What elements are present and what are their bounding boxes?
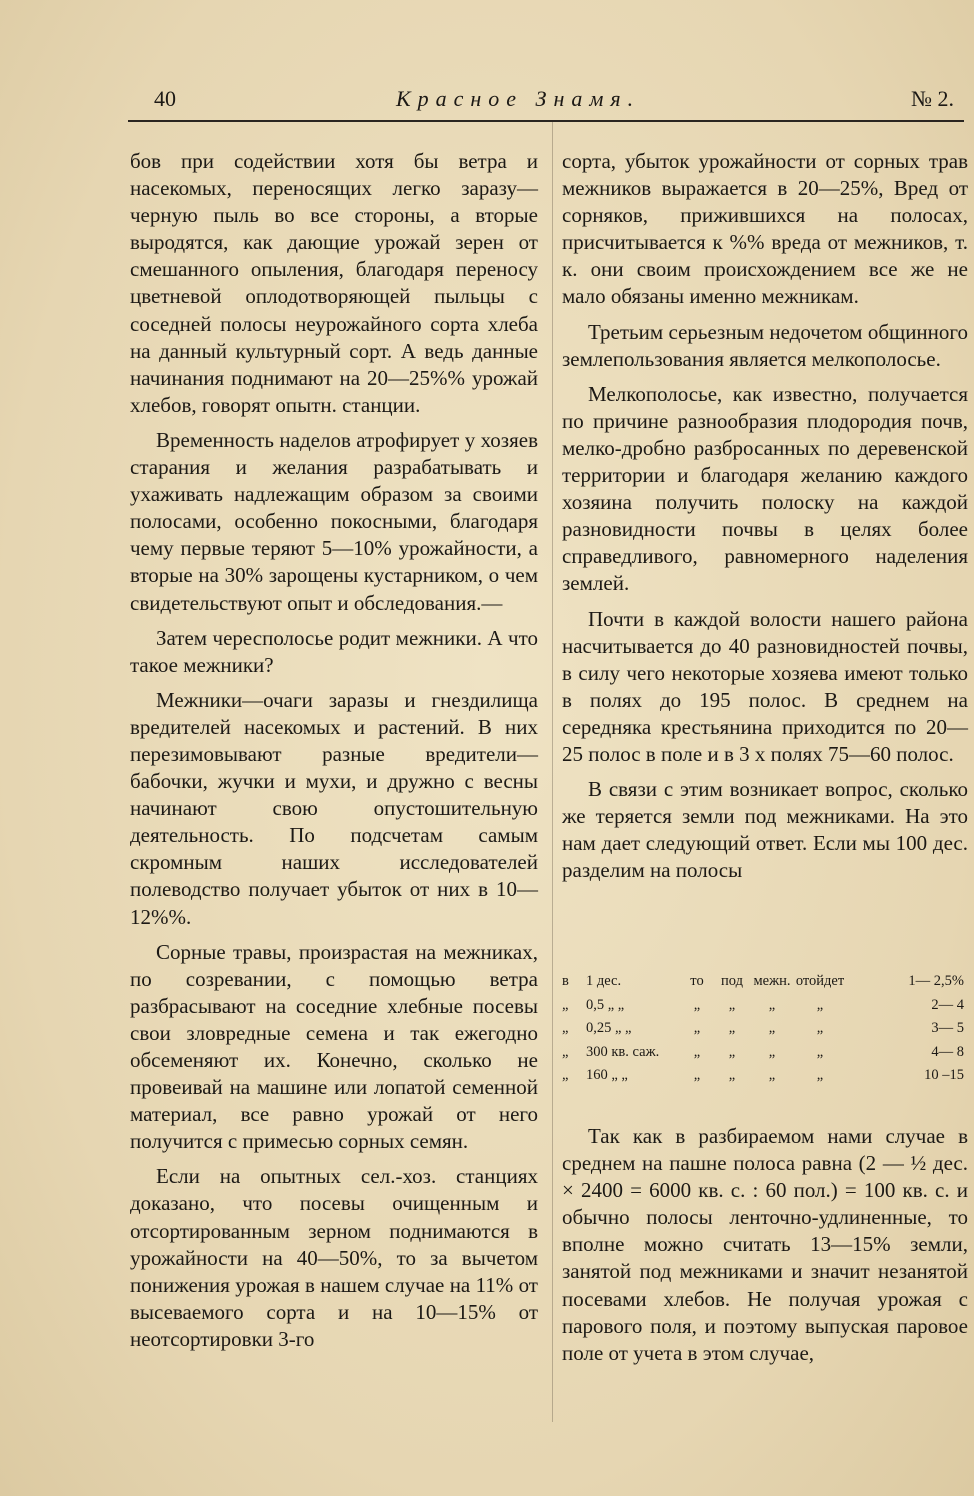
table-cell: 160 „ „ — [586, 1067, 628, 1083]
loss-table — [562, 970, 968, 1088]
paragraph: В связи с этим возникает вопрос, сколько же теряется земли под межниками. На это нам дает следующий ответ. Если мы 100 дес. разделим на полосы — [562, 777, 968, 883]
table-cell: 0,25 „ „ — [586, 1020, 632, 1036]
table-cell: межн. — [753, 973, 791, 989]
table-cell: 2— 4 — [931, 996, 964, 1013]
page-number: 40 — [154, 86, 176, 111]
paragraph: бов при содействии хотя бы ветра и насекомых, переносящих легко заразу—черную пыль во все стороны, а вторые выродятся, как дающие урожай зерен от смешанного опыления, благодаря переносу цветневой оплодотворяющей пыльцы с соседней полосы неурожайного сорта хлеба на данный культурный сорт. А ведь данные начинания поднимают на 20—25%% урожай хлебов, говорят опытн. станции. — [130, 149, 538, 417]
paragraph: Затем чересполосье родит межники. А что такое межники? — [130, 625, 538, 677]
left-column — [130, 148, 538, 1361]
table-cell: „ — [768, 1067, 776, 1083]
table-cell: то — [690, 973, 704, 989]
table-cell: „ — [693, 996, 701, 1013]
table-cell: „ — [562, 1043, 569, 1060]
table-cell: „ — [562, 996, 569, 1013]
table-cell: „ — [768, 1020, 776, 1036]
table-cell: „ — [728, 1043, 736, 1060]
table-cell: 4— 8 — [931, 1043, 964, 1060]
table-cell: под — [721, 973, 743, 989]
paragraph: Так как в разбираемом нами случае в среднем на пашне полоса равна (2 — ½ дес. × 2400 = 6000 кв. с. : 60 пол.) = 100 кв. с. и обычно полосы ленточно-удлиненные, то вполне можно считать 13—15% земли, занятой под межниками и значит незанятой посевами хлебов. Не получая урожая с парового поля, и поэтому выпуская паровое поле от учета в этом случае, — [562, 1124, 968, 1365]
table-cell: 10 –15 — [924, 1067, 964, 1083]
page-header — [128, 86, 954, 118]
right-column — [562, 148, 968, 892]
issue-number: № 2. — [911, 86, 954, 111]
right-column-continued — [562, 1123, 968, 1375]
paragraph: Временность наделов атрофирует у хозяев старания и желания разрабатывать и ухаживать надлежащим образом за своими полосами, особенно покосными, благодаря чему первые теряют 5—10% урожайности, а вторые на 30% зарощены кустарником, о чем свидетельствуют опыт и обследования.— — [130, 427, 538, 615]
table-cell: „ — [562, 1067, 569, 1083]
table-cell: „ — [816, 996, 824, 1013]
table-cell: „ — [816, 1043, 824, 1060]
journal-title: Красное Знамя. — [396, 86, 641, 111]
table-cell: „ — [816, 1020, 824, 1036]
table-row — [562, 1064, 968, 1088]
table-cell: „ — [816, 1067, 824, 1083]
table-row — [562, 1017, 968, 1041]
table-cell: 3— 5 — [931, 1020, 964, 1036]
table-row — [562, 994, 968, 1018]
paragraph: Межники—очаги заразы и гнездилища вредителей насекомых и растений. В них перезимовывают разные вредители—бабочки, жучки и мухи, и дружно с весны начинают свою опустошительную деятельность. По подсчетам самым скромным наших исследователей полеводство получает убыток от них в 10—12%%. — [130, 687, 538, 929]
table-cell: „ — [728, 996, 736, 1013]
table-row — [562, 1041, 968, 1065]
table-cell: „ — [693, 1067, 701, 1083]
table-cell: в — [562, 973, 569, 989]
table-cell: 1— 2,5% — [908, 973, 964, 989]
paragraph: Сорные травы, произрастая на межниках, по созревании, с помощью ветра разбрасывают на соседние хлебные посевы свои зловредные семена и так ежегодно обсеменяют их. Конечно, сколько не провеивай на машине или лопатой семенной материал, все равно урожай от него получится с примесью сорных семян. — [130, 939, 538, 1154]
table-cell: „ — [768, 996, 776, 1013]
table-cell: „ — [728, 1020, 736, 1036]
paragraph: Третьим серьезным недочетом общинного землепользования является мелкополосье. — [562, 319, 968, 371]
paragraph: сорта, убыток урожайности от сорных трав межников выражается в 20—25%, Вред от сорняков, прижившихся на полосах, присчитывается к %% вреда от межников, т. к. они своим происхождением все же не мало обязаны именно межникам. — [562, 149, 968, 309]
table-cell: „ — [693, 1043, 701, 1060]
table-cell: „ — [768, 1043, 776, 1060]
table-cell: „ — [693, 1020, 701, 1036]
table-cell: 1 дес. — [586, 973, 622, 989]
table-cell: отойдет — [795, 973, 845, 989]
paragraph: Если на опытных сел.-хоз. станциях доказано, что посевы очищенным и отсортированным зерном поднимаются в урожайности на 40—50%, то за вычетом понижения урожая в нашем случае на 11% от высеваемого сорта и на 10—15% от неотсортировки 3-го — [130, 1164, 538, 1351]
table-cell: 300 кв. саж. — [586, 1043, 660, 1060]
column-divider — [552, 122, 553, 1422]
header-rule — [128, 120, 964, 122]
table-cell: „ — [562, 1020, 569, 1036]
table-cell: „ — [728, 1067, 736, 1083]
table-row — [562, 970, 968, 994]
paragraph: Почти в каждой волости нашего района насчитывается до 40 разновидностей почвы, в силу чего некоторые хозяева имеют только в полях до 195 полос. В среднем на середняка крестьянина приходится по 20—25 полос в поле и в 3 х полях 75—60 полос. — [562, 606, 968, 766]
table-cell: 0,5 „ „ — [586, 996, 625, 1013]
paragraph: Мелкополосье, как известно, получается по причине разнообразия плодородия почв, мелко-дробно разбросанных по деревенской территории и благодаря желанию каждого хозяина получить полоску на каждой разновидности почвы в целях более справедливого, равномерного наделения землей. — [562, 381, 968, 596]
